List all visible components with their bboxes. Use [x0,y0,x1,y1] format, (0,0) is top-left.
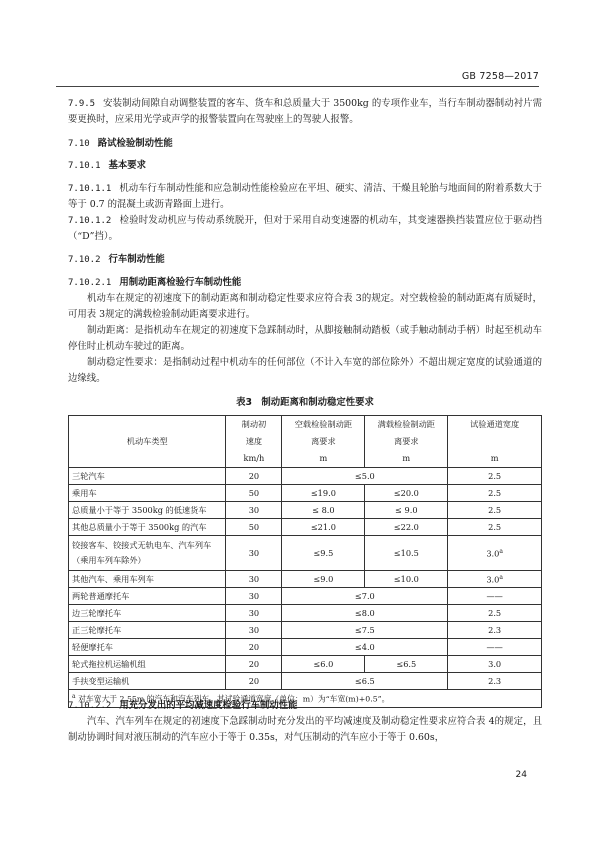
page-number: 24 [515,770,527,780]
braking-requirements-table [68,415,542,708]
table-header-row [69,416,542,468]
table-row: 手扶变型运输机 20 ≤6.5 2.3 [69,673,542,690]
table-row: 轮式拖拉机运输机组 20 ≤6.0 ≤6.5 3.0 [69,656,542,673]
table-row: 其他汽车、乘用车列车 30 ≤9.0 ≤10.0 3.0$^a$ [69,571,542,588]
section-number: 7.10.1 [68,161,101,171]
section-7-10-1-heading [68,158,542,174]
table-row: 三轮汽车 20 ≤5.0 2.5 [69,468,542,485]
section-7-10-2-1 [68,275,542,387]
clause-number: 7.10.1.1 [68,184,112,194]
section-title: 基本要求 [108,160,147,171]
standard-number: GB 7258—2017 [461,71,539,82]
footnote-mark: a [72,692,76,700]
clause-number: 7.9.5 [68,99,96,109]
header-initial-speed: 制动初速度 km/h [226,416,282,468]
paragraph-braking-stability-definition: 制动稳定性要求：是指制动过程中机动车的任何部位（不计入车宽的部位除外）不超出规定宽度的试验通道的边缘线。 [68,357,542,384]
table-row: 总质量小于等于 3500kg 的低速货车 30 ≤ 8.0 ≤ 9.0 2.5 [69,502,542,519]
clause-7-9-5 [68,96,542,128]
clause-text: 检验时发动机应与传动系统脱开，但对于采用自动变速器的机动车，其变速器换挡装置应位于驱动挡（“D”挡）。 [68,215,542,242]
clause-title: 用充分发出的平均减速度检验行车制动性能 [119,700,298,711]
section-7-10-2-heading [68,252,542,268]
table-row: 轻便摩托车 20 ≤4.0 —— [69,639,542,656]
footnote-mark: a [499,573,503,581]
section-title: 行车制动性能 [108,254,165,265]
table-row: 其他总质量小于等于 3500kg 的汽车 50 ≤21.0 ≤22.0 2.5 [69,519,542,536]
section-7-10-2-2 [68,698,542,746]
section-7-10-heading [68,136,542,152]
footnote-mark: a [499,547,503,555]
header-loaded-distance: 满载检验制动距离要求 m [365,416,448,468]
clause-text: 机动车行车制动性能和应急制动性能检验应在平坦、硬实、清洁、干燥且轮胎与地面间的附着系数大于等于 0.7 的混凝土或沥青路面上进行。 [68,183,542,210]
section-number: 7.10 [68,139,90,149]
table-footnote: 对车宽大于 2.55m 的汽车和汽车列车，其试验通道宽度（单位：m）为“车宽(m)+0.5”。 [78,694,390,704]
table-row: 正三轮摩托车 30 ≤7.5 2.3 [69,622,542,639]
section-title: 路试检验制动性能 [97,138,173,149]
section-number: 7.10.2 [68,255,101,265]
clause-7-10-1-1 [68,181,542,213]
header-empty-distance: 空载检验制动距离要求 m [282,416,365,468]
header-vehicle-type: 机动车类型 [69,416,226,468]
paragraph-braking-distance-requirement: 机动车在规定的初速度下的制动距离和制动稳定性要求应符合表 3的规定。对空载检验的制动距离有质疑时，可用表 3规定的满载检验制动距离要求进行。 [68,293,542,320]
table-caption: 表3 制动距离和制动稳定性要求 [236,397,374,408]
table-row: 边三轮摩托车 30 ≤8.0 2.5 [69,605,542,622]
clause-number: 7.10.2.1 [68,278,112,288]
clause-text: 安装制动间隙自动调整装置的客车、货车和总质量大于 3500kg 的专项作业车，当行车制动器制动衬片需要更换时，应采用光学或声学的报警装置向在驾驶座上的驾驶人报警。 [68,98,542,125]
clause-number: 7.10.2.2 [68,701,112,711]
clause-7-10-1-2 [68,213,542,245]
clause-number: 7.10.1.2 [68,216,112,226]
paragraph-mean-deceleration: 汽车、汽车列车在规定的初速度下急踩制动时充分发出的平均减速度及制动稳定性要求应符合表 4的规定，且制动协调时间对液压制动的汽车应小于等于 0.35s，对气压制动的汽车应小于等于 0.60s， [68,716,542,743]
table-row: 乘用车 50 ≤19.0 ≤20.0 2.5 [69,485,542,502]
clause-title: 用制动距离检验行车制动性能 [119,277,242,288]
header-lane-width: 试验通道宽度 m [448,416,542,468]
table-row: 铰接客车、铰接式无轨电车、汽车列车（乘用车列车除外） 30 ≤9.5 ≤10.5 3.0$^a$ [69,536,542,571]
table-row: 两轮普通摩托车 30 ≤7.0 —— [69,588,542,605]
paragraph-braking-distance-definition: 制动距离：是指机动车在规定的初速度下急踩制动时，从脚接触制动踏板（或手触动制动手柄）时起至机动车停住时止机动车驶过的距离。 [68,325,542,352]
header-rule [56,86,539,87]
